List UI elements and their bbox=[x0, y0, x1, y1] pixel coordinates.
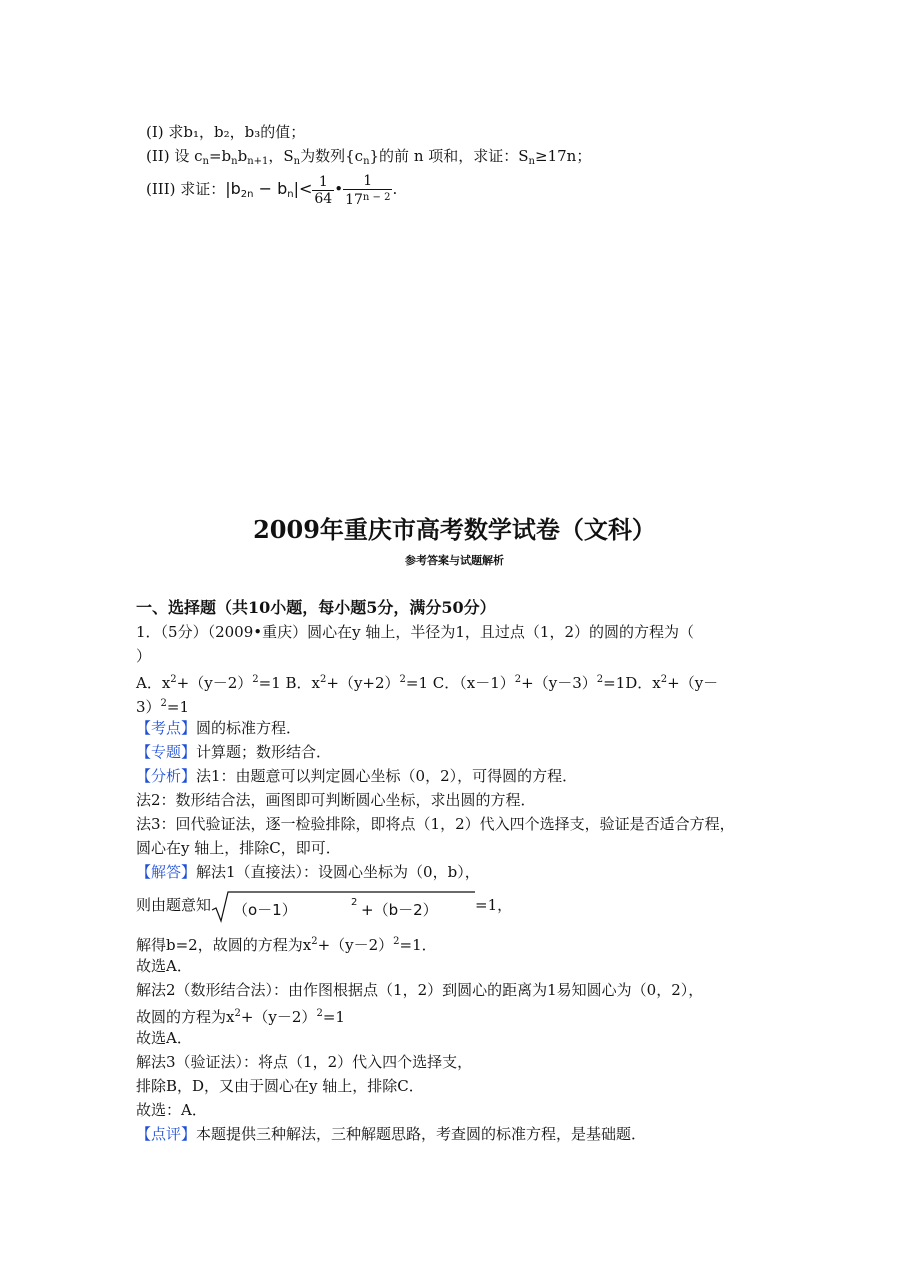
question-part-2: (II) 设 $c_n=b_nb_{n+1}$，$S_n$为数列$\{c_n\}$的前 n 项和，求证：$S_n\ge 17n$； bbox=[146, 147, 592, 167]
jieda-line-9: 排除B，D，又由于圆心在y 轴上，排除C． bbox=[136, 1077, 424, 1095]
question-1-line-1: 1．（5分）（2009•重庆）圆心在y 轴上，半径为1，且过点（1，2）的圆的方程为（ bbox=[136, 623, 694, 641]
jieda-line-7: 故选A． bbox=[136, 1029, 192, 1047]
answer-options-line-2: 3）$^2$=1 bbox=[136, 698, 190, 716]
dianping-line: 【点评】本题提供三种解法，三种解题思路，考查圆的标准方程，是基础题． bbox=[136, 1125, 647, 1143]
svg-text:2: 2 bbox=[351, 896, 358, 908]
tag-dianping: 【点评】 bbox=[136, 1125, 197, 1143]
jieda-line-3: 解得b=2，故圆的方程为$x^2+(y-2)^2=1$． bbox=[136, 936, 437, 954]
inequality-expr: $|b_{2n} - b_n|<$ bbox=[225, 179, 313, 200]
fenxi-line-4: 圆心在y 轴上，排除C，即可． bbox=[136, 839, 341, 857]
tag-jieda: 【解答】 bbox=[136, 863, 197, 881]
jieda-line-6: 故圆的方程为$x^2+(y-2)^2=1$ bbox=[136, 1008, 345, 1026]
fraction-1-17-pow: $\frac{1}{17^{n - 2}}$ bbox=[345, 172, 391, 208]
jieda-line-4: 故选A． bbox=[136, 957, 192, 975]
square-root-expr bbox=[211, 889, 475, 924]
jieda-line-5: 解法2（数形结合法）：由作图根据点（1，2）到圆心的距离为1易知圆心为（0，2）， bbox=[136, 981, 704, 999]
section-heading: 一、选择题（共10小题，每小题5分，满分50分） bbox=[136, 598, 496, 617]
tag-fenxi: 【分析】 bbox=[136, 767, 197, 785]
jieda-line-1: 【解答】解法1（直接法）：设圆心坐标为（0，b）， bbox=[136, 863, 480, 881]
svg-text:（o－1）: （o－1） bbox=[233, 900, 297, 919]
question-part-1: (I) 求b₁，b₂，b₃的值； bbox=[146, 123, 306, 141]
page-subtitle: 参考答案与试题解析 bbox=[405, 554, 504, 567]
jieda-line-8: 解法3（验证法）：将点（1，2）代入四个选择支， bbox=[136, 1053, 473, 1071]
kaodian-line: 【考点】圆的标准方程． bbox=[136, 719, 302, 737]
question-1-line-2: ） bbox=[136, 647, 152, 665]
fraction-1-64: $\frac{1}{64}$ bbox=[314, 173, 333, 207]
tag-kaodian: 【考点】 bbox=[136, 719, 197, 737]
jieda-line-10: 故选：A． bbox=[136, 1101, 207, 1119]
tag-zhuanti: 【专题】 bbox=[136, 743, 197, 761]
page-title: 2009年重庆市高考数学试卷（文科） bbox=[253, 515, 656, 544]
answer-options-line-1: A．$x^2+(y-2)^2=1$ B．$x^2+(y+2)^2=1$ C．$(x-1)^2+(y-3)^2=1D$．$x^2+(y-$ bbox=[136, 674, 719, 692]
svg-text:+（b－2）: +（b－2） bbox=[361, 900, 438, 919]
fenxi-line-3: 法3：回代验证法，逐一检验排除，即将点（1，2）代入四个选择支，验证是否适合方程， bbox=[136, 815, 735, 833]
fenxi-line-2: 法2：数形结合法，画图即可判断圆心坐标，求出圆的方程． bbox=[136, 791, 536, 809]
question-part-3: (III) 求证：$|b_{2n} - b_n|<$ $\frac{1}{64}$ • $\frac{1}{17^{n - 2}}$ . bbox=[146, 172, 398, 208]
jieda-line-2: 则由题意知 （o－1） 2 +（b－2） =1， bbox=[136, 888, 512, 924]
radical-sign-icon bbox=[211, 890, 475, 924]
fenxi-line-1: 【分析】法1：由题意可以判定圆心坐标（0，2），可得圆的方程． bbox=[136, 767, 578, 785]
zhuanti-line: 【专题】计算题；数形结合． bbox=[136, 743, 332, 761]
